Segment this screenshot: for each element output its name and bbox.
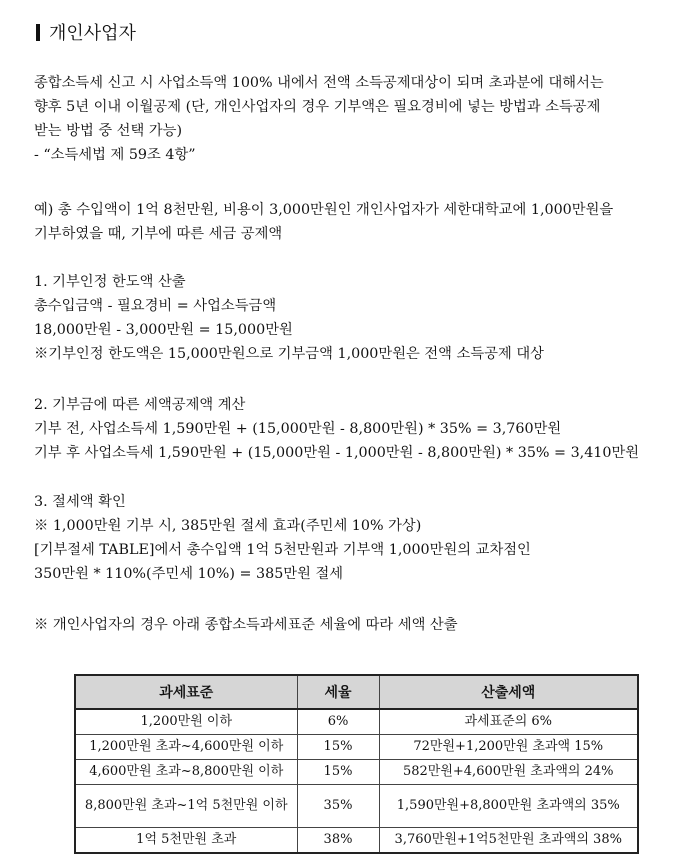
step1-note: ※기부인정 한도액은 15,000만원으로 기부금액 1,000만원은 전액 소득공제 대상: [34, 346, 544, 362]
tax-rate-cell: 35%: [297, 785, 379, 828]
tax-base-cell: 1억 5천만원 초과: [75, 828, 297, 854]
calculated-tax-cell: 과세표준의 6%: [379, 709, 638, 735]
tax-base-cell: 8,800만원 초과~1억 5천만원 이하: [75, 785, 297, 828]
tax-base-cell: 1,200만원 이하: [75, 709, 297, 735]
calculated-tax-cell: 582만원+4,600만원 초과액의 24%: [379, 760, 638, 785]
step2-after: 기부 후 사업소득세 1,590만원 + (15,000만원 - 1,000만원 - 8,800만원) * 35% = 3,410만원: [34, 445, 640, 461]
header-tax-rate: 세율: [297, 675, 379, 709]
law-reference: - “소득세법 제 59조 4항”: [34, 147, 196, 163]
table-row: [75, 760, 638, 785]
step2-heading: 2. 기부금에 따른 세액공제액 계산: [34, 397, 246, 413]
calculated-tax-cell: 72만원+1,200만원 초과액 15%: [379, 735, 638, 760]
calculated-tax-cell: 1,590만원+8,800만원 초과액의 35%: [379, 785, 638, 828]
step1-calc: 18,000만원 - 3,000만원 = 15,000만원: [34, 322, 293, 338]
section-title: [36, 20, 136, 44]
intro-line-2: 향후 5년 이내 이월공제 (단, 개인사업자의 경우 기부액은 필요경비에 넣는 방법과 소득공제: [34, 99, 601, 115]
step3-note: ※ 1,000만원 기부 시, 385만원 절세 효과(주민세 10% 가상): [34, 518, 422, 534]
table-header-row: [75, 675, 638, 709]
tax-rate-cell: 15%: [297, 760, 379, 785]
step2-before: 기부 전, 사업소득세 1,590만원 + (15,000만원 - 8,800만원) * 35% = 3,760만원: [34, 421, 562, 437]
example-line-1: 예) 총 수입액이 1억 8천만원, 비용이 3,000만원인 개인사업자가 세한대학교에 1,000만원을: [34, 202, 614, 218]
tax-rate-cell: 6%: [297, 709, 379, 735]
intro-line-3: 받는 방법 중 선택 가능): [34, 123, 183, 139]
intro-line-1: 종합소득세 신고 시 사업소득액 100% 내에서 전액 소득공제대상이 되며 초과분에 대해서는: [34, 75, 604, 91]
table-row: [75, 735, 638, 760]
step3-heading: 3. 절세액 확인: [34, 494, 126, 510]
table-row: [75, 785, 638, 828]
example-line-2: 기부하였을 때, 기부에 따른 세금 공제액: [34, 226, 283, 242]
tax-base-cell: 1,200만원 초과~4,600만원 이하: [75, 735, 297, 760]
header-tax-base: 과세표준: [75, 675, 297, 709]
table-row: [75, 828, 638, 854]
step1-formula: 총수입금액 - 필요경비 = 사업소득금액: [34, 298, 277, 314]
title-bar-marker: [36, 24, 40, 41]
tax-rate-table: [74, 674, 639, 854]
tax-rate-cell: 38%: [297, 828, 379, 854]
header-calculated-tax: 산출세액: [379, 675, 638, 709]
tax-base-cell: 4,600만원 초과~8,800만원 이하: [75, 760, 297, 785]
step3-result: 350만원 * 110%(주민세 10%) = 385만원 절세: [34, 566, 344, 582]
section-title-text: 개인사업자: [49, 23, 136, 44]
step3-table-ref: [기부절세 TABLE]에서 총수입액 1억 5천만원과 기부액 1,000만원의 교차점인: [34, 542, 531, 558]
calculated-tax-cell: 3,760만원+1억5천만원 초과액의 38%: [379, 828, 638, 854]
table-row: [75, 709, 638, 735]
tax-rate-cell: 15%: [297, 735, 379, 760]
tax-rate-note: ※ 개인사업자의 경우 아래 종합소득과세표준 세율에 따라 세액 산출: [34, 617, 458, 633]
step1-heading: 1. 기부인정 한도액 산출: [34, 274, 186, 290]
